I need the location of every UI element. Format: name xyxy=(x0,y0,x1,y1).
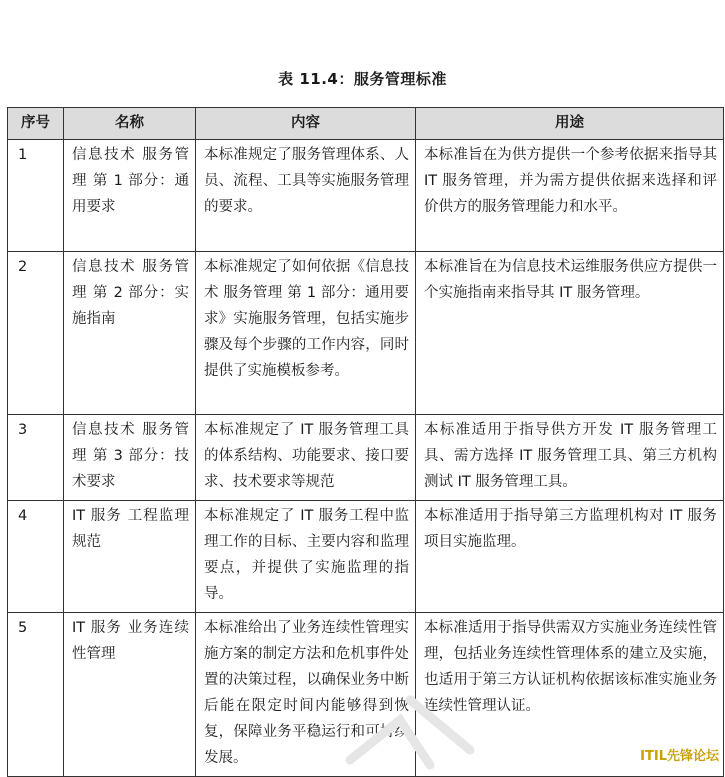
cell-name: 信息技术 服务管理 第 3 部分：技术要求 xyxy=(64,415,196,501)
cell-usage: 本标准适用于指导供方开发 IT 服务管理工具、需方选择 IT 服务管理工具、第三方机构测试 IT 服务管理工具。 xyxy=(416,415,724,501)
table-row xyxy=(8,140,724,252)
cell-name: 信息技术 服务管理 第 2 部分：实施指南 xyxy=(64,252,196,415)
table-caption: 表 11.4：服务管理标准 xyxy=(278,70,447,88)
cell-name: IT 服务 业务连续性管理 xyxy=(64,613,196,777)
cell-number: 1 xyxy=(8,140,64,252)
table-row xyxy=(8,415,724,501)
table-header-row xyxy=(8,108,724,140)
header-name: 名称 xyxy=(64,108,196,140)
cell-usage: 本标准旨在为信息技术运维服务供应方提供一个实施指南来指导其 IT 服务管理。 xyxy=(416,252,724,415)
header-content: 内容 xyxy=(196,108,416,140)
cell-usage: 本标准适用于指导第三方监理机构对 IT 服务项目实施监理。 xyxy=(416,501,724,613)
watermark-label: ITIL先锋论坛 xyxy=(638,745,721,764)
header-usage: 用途 xyxy=(416,108,724,140)
cell-name: 信息技术 服务管理 第 1 部分：通用要求 xyxy=(64,140,196,252)
table-row xyxy=(8,252,724,415)
cell-content: 本标准规定了如何依据《信息技术 服务管理 第 1 部分：通用要求》实施服务管理，包括实施步骤及每个步骤的工作内容，同时提供了实施模板参考。 xyxy=(196,252,416,415)
cell-content: 本标准给出了业务连续性管理实施方案的制定方法和危机事件处置的决策过程，以确保业务中断后能在限定时间内能够得到恢复，保障业务平稳运行和可持续发展。 xyxy=(196,613,416,777)
cell-name: IT 服务 工程监理规范 xyxy=(64,501,196,613)
cell-number: 4 xyxy=(8,501,64,613)
cell-number: 5 xyxy=(8,613,64,777)
cell-number: 3 xyxy=(8,415,64,501)
cell-usage: 本标准旨在为供方提供一个参考依据来指导其 IT 服务管理，并为需方提供依据来选择和评价供方的服务管理能力和水平。 xyxy=(416,140,724,252)
cell-number: 2 xyxy=(8,252,64,415)
cell-content: 本标准规定了服务管理体系、人员、流程、工具等实施服务管理的要求。 xyxy=(196,140,416,252)
cell-content: 本标准规定了 IT 服务工程中监理工作的目标、主要内容和监理要点，并提供了实施监理的指导。 xyxy=(196,501,416,613)
service-management-standards-table xyxy=(7,107,724,777)
cell-content: 本标准规定了 IT 服务管理工具的体系结构、功能要求、接口要求、技术要求等规范 xyxy=(196,415,416,501)
table-row xyxy=(8,501,724,613)
table-row xyxy=(8,613,724,777)
cell-usage: 本标准适用于指导供需双方实施业务连续性管理，包括业务连续性管理体系的建立及实施，也适用于第三方认证机构依据该标准实施业务连续性管理认证。 xyxy=(416,613,724,777)
header-number: 序号 xyxy=(8,108,64,140)
